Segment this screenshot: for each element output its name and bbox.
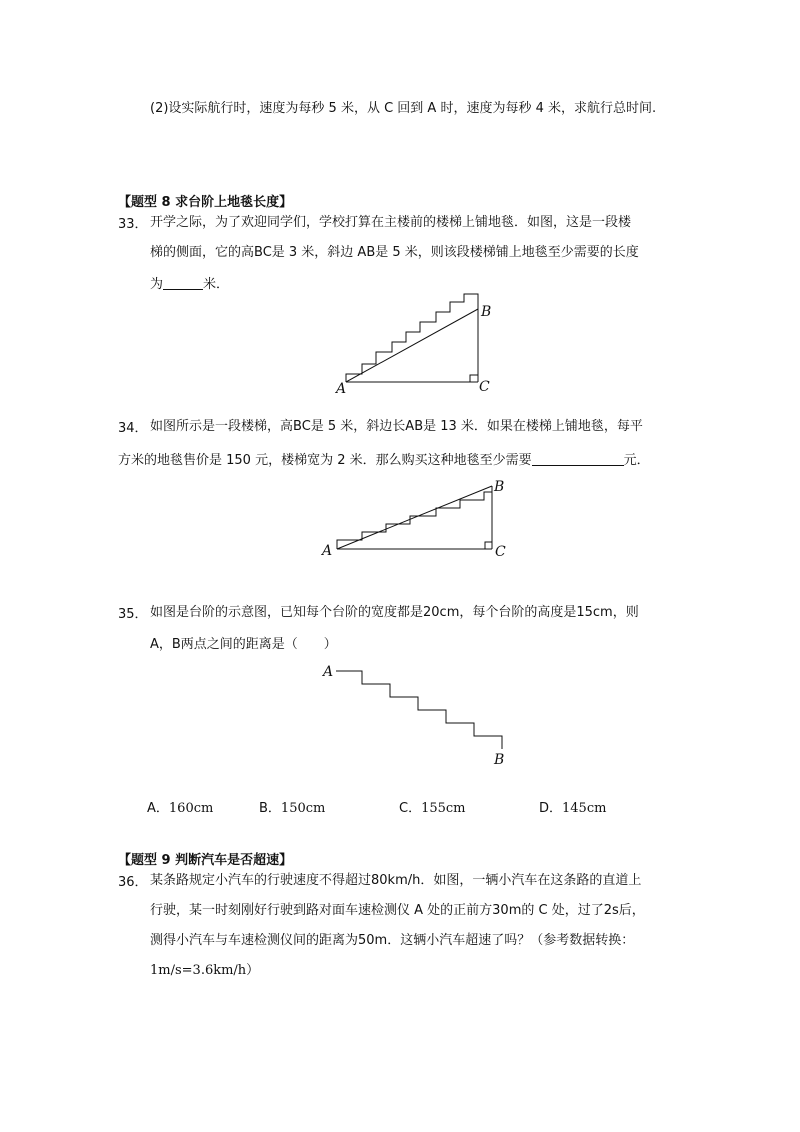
option-b-letter: B． <box>259 801 281 816</box>
q33-line-2: 梯的侧面，它的高BC是 3 米，斜边 AB是 5 米，则该段楼梯铺上地毯至少需要的长度 <box>150 245 639 260</box>
option-a[interactable] <box>147 797 213 816</box>
section-heading-9: 【题型 9 判断汽车是否超速】 <box>118 853 293 868</box>
option-b-value: 150cm <box>280 801 326 816</box>
option-d-letter: D． <box>539 801 563 816</box>
point-b-label-34: B <box>494 479 505 495</box>
q36-line-4: 1m/s=3.6km/h） <box>150 963 260 978</box>
q34-line-2-pre: 方米的地毯售价是 150 元，楼梯宽为 2 米．那么购买这种地毯至少需要 <box>118 453 532 468</box>
option-d-value: 145cm <box>562 801 607 816</box>
q35-line-2: A，B两点之间的距离是（ ） <box>150 637 337 652</box>
point-c-label-33: C <box>479 379 490 395</box>
option-c-value: 155cm <box>421 801 466 816</box>
q32-part-2: (2)设实际航行时，速度为每秒 5 米，从 C 回到 A 时，速度为每秒 4 米，求航行总时间. <box>150 101 657 116</box>
option-c[interactable] <box>399 797 466 816</box>
q33-line-1: 开学之际，为了欢迎同学们，学校打算在主楼前的楼梯上铺地毯．如图，这是一段楼 <box>150 215 632 230</box>
q34-line-1: 如图所示是一段楼梯，高BC是 5 米，斜边长AB是 13 米．如果在楼梯上铺地毯，每平 <box>150 419 643 434</box>
q36-line-3: 测得小汽车与车速检测仪间的距离为50m．这辆小汽车超速了吗？（参考数据转换： <box>150 933 635 948</box>
point-a-label-33: A <box>336 381 347 397</box>
q34-line-2-post: 元． <box>623 453 650 468</box>
point-b-label-33: B <box>481 304 492 320</box>
q33-line-3-post: 米． <box>203 277 230 292</box>
question-number-36: 36． <box>118 875 148 890</box>
point-a-label-35: A <box>323 664 334 680</box>
option-b[interactable] <box>259 797 325 816</box>
option-a-letter: A． <box>147 801 169 816</box>
question-number-34: 34． <box>118 421 148 436</box>
point-b-label-35: B <box>494 752 505 768</box>
question-number-35: 35． <box>118 607 148 622</box>
question-number-33: 33． <box>118 217 148 232</box>
q36-line-2: 行驶，某一时刻刚好行驶到路对面车速检测仪 A 处的正前方30m的 C 处，过了2s后， <box>150 903 645 918</box>
point-a-label-34: A <box>322 543 333 559</box>
stairs-profile-35 <box>336 671 502 749</box>
option-d[interactable] <box>539 797 606 816</box>
q33-line-3-pre: 为 <box>150 277 164 292</box>
option-a-value: 160cm <box>168 801 214 816</box>
section-heading-8: 【题型 8 求台阶上地毯长度】 <box>118 195 293 210</box>
q35-line-1: 如图是台阶的示意图，已知每个台阶的宽度都是20cm，每个台阶的高度是15cm，则 <box>150 605 639 620</box>
q36-line-1: 某条路规定小汽车的行驶速度不得超过80km/h．如图，一辆小汽车在这条路的直道上 <box>150 873 642 888</box>
option-c-letter: C． <box>399 801 422 816</box>
point-c-label-34: C <box>495 544 506 560</box>
